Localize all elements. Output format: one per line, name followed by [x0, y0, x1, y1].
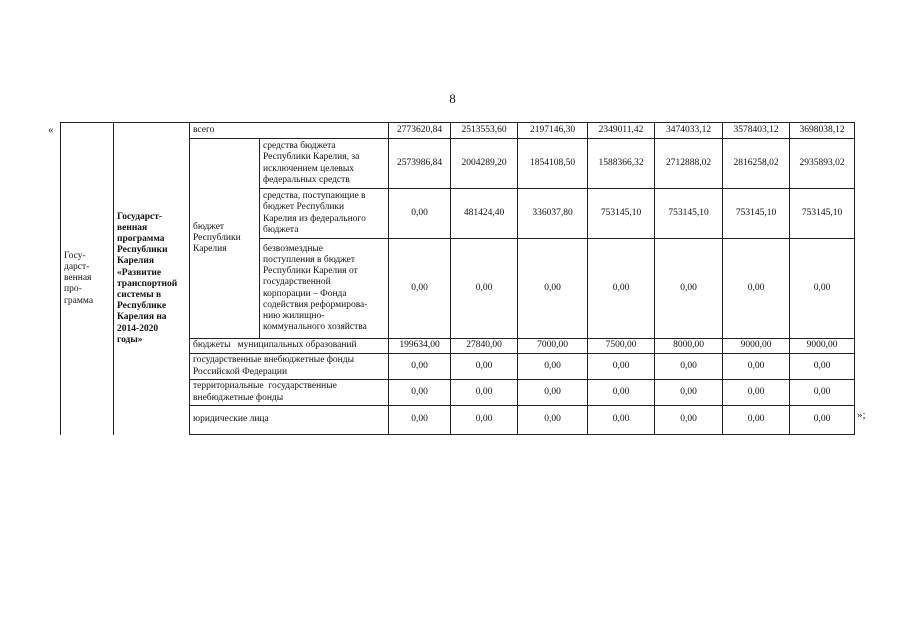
value-cell: 9000,00	[723, 339, 790, 354]
program-status-line: про-	[64, 284, 82, 295]
value-cell: 3698038,12	[790, 123, 855, 139]
label-line: Российской Федерации	[193, 366, 288, 377]
label-line: исключением целевых	[263, 163, 355, 174]
label-line: корпорации – Фонда	[263, 288, 347, 299]
regional-budget-label-line: бюджет	[193, 221, 225, 232]
page-number: 8	[449, 91, 456, 106]
funding-table	[60, 122, 855, 435]
value-cell: 2712888,02	[655, 139, 723, 189]
label-line: территориальные государственные	[193, 381, 337, 392]
value-cell: 0,00	[518, 380, 588, 406]
regional-budget-label-line: Карелия	[193, 244, 227, 255]
label-line: безвозмездные	[263, 243, 324, 254]
label-line: поступления в бюджет	[263, 254, 355, 265]
program-name-line: 2014-2020	[117, 323, 159, 334]
value-cell: 753145,10	[655, 189, 723, 239]
value-cell: 0,00	[588, 380, 655, 406]
value-cell: 0,00	[790, 380, 855, 406]
value-cell: 753145,10	[790, 189, 855, 239]
closing-quote-mark: »;	[857, 409, 866, 421]
regional-budget-label-line: Республики	[193, 232, 241, 243]
value-cell: 0,00	[451, 406, 518, 435]
program-status-line: дарст-	[64, 261, 90, 272]
program-status-line: грамма	[64, 295, 94, 306]
row-label-legal-entities: юридические лица	[190, 406, 389, 435]
value-cell: 2935893,02	[790, 139, 855, 189]
row-label-regional-budget	[190, 139, 260, 339]
label-line: содействия реформирова-	[263, 299, 368, 310]
value-cell: 0,00	[518, 239, 588, 339]
value-cell: 0,00	[655, 354, 723, 380]
value-cell: 2816258,02	[723, 139, 790, 189]
program-name-line: Республики	[117, 245, 168, 256]
program-status-cell	[61, 123, 114, 435]
value-cell: 0,00	[389, 189, 451, 239]
program-status-line: венная	[64, 273, 92, 284]
value-cell: 2573986,84	[389, 139, 451, 189]
value-cell: 753145,10	[588, 189, 655, 239]
program-name-line: венная	[117, 222, 148, 233]
program-name-line: транспортной	[117, 278, 178, 289]
value-cell: 336037,80	[518, 189, 588, 239]
value-cell: 27840,00	[451, 339, 518, 354]
label-line: государственные внебюджетные фонды	[193, 355, 354, 366]
value-cell: 1854108,50	[518, 139, 588, 189]
opening-quote-mark: «	[48, 124, 54, 136]
value-cell: 2349011,42	[588, 123, 655, 139]
value-cell: 1588366,32	[588, 139, 655, 189]
value-cell: 0,00	[655, 239, 723, 339]
row-label-state-offbudget	[190, 354, 389, 380]
value-cell: 8000,00	[655, 339, 723, 354]
value-cell: 0,00	[588, 406, 655, 435]
value-cell: 0,00	[389, 354, 451, 380]
label-line: средства, поступающие в	[263, 191, 366, 202]
program-status-line: Госу-	[64, 250, 86, 261]
value-cell: 0,00	[451, 239, 518, 339]
value-cell: 0,00	[655, 380, 723, 406]
value-cell: 3474033,12	[655, 123, 723, 139]
value-cell: 7000,00	[518, 339, 588, 354]
value-cell: 2513553,60	[451, 123, 518, 139]
row-label-regional-own-funds	[260, 139, 389, 189]
label-line: бюджета	[263, 224, 299, 235]
program-name-line: программа	[117, 233, 165, 244]
label-line: Карелия из федерального	[263, 213, 366, 224]
value-cell: 2197146,30	[518, 123, 588, 139]
value-cell: 0,00	[389, 239, 451, 339]
value-cell: 0,00	[451, 354, 518, 380]
value-cell: 753145,10	[723, 189, 790, 239]
table-row-total	[61, 123, 855, 139]
label-line: бюджет Республики	[263, 202, 345, 213]
program-name-cell	[114, 123, 190, 435]
value-cell: 0,00	[723, 406, 790, 435]
program-name-line: Карелия	[117, 256, 154, 267]
value-cell: 0,00	[389, 406, 451, 435]
row-label-housing-fund	[260, 239, 389, 339]
program-name-line: годы»	[117, 334, 143, 345]
value-cell: 0,00	[588, 239, 655, 339]
label-line: внебюджетные фонды	[193, 392, 284, 403]
value-cell: 7500,00	[588, 339, 655, 354]
value-cell: 0,00	[723, 239, 790, 339]
value-cell: 0,00	[451, 380, 518, 406]
program-name-line: системы в	[117, 289, 162, 300]
value-cell: 0,00	[655, 406, 723, 435]
value-cell: 0,00	[518, 406, 588, 435]
label-line: коммунального хозяйства	[263, 322, 367, 333]
value-cell: 199634,00	[389, 339, 451, 354]
value-cell: 9000,00	[790, 339, 855, 354]
value-cell: 0,00	[723, 380, 790, 406]
value-cell: 2773620,84	[389, 123, 451, 139]
label-line: средства бюджета	[263, 141, 336, 152]
program-name-line: «Развитие	[117, 267, 162, 278]
row-label-total: всего	[190, 123, 389, 139]
value-cell: 0,00	[518, 354, 588, 380]
row-label-municipal: бюджеты муниципальных образований	[190, 339, 389, 354]
row-label-federal-transfers	[260, 189, 389, 239]
label-line: государственной	[263, 277, 331, 288]
value-cell: 0,00	[389, 380, 451, 406]
value-cell: 481424,40	[451, 189, 518, 239]
value-cell: 0,00	[588, 354, 655, 380]
value-cell: 3578403,12	[723, 123, 790, 139]
value-cell: 0,00	[723, 354, 790, 380]
label-line: федеральных средств	[263, 174, 350, 185]
row-label-territorial-offbudget	[190, 380, 389, 406]
program-name-line: Республике	[117, 301, 167, 312]
label-line: нию жилищно-	[263, 310, 325, 321]
program-name-line: Государст-	[117, 211, 163, 222]
value-cell: 0,00	[790, 354, 855, 380]
program-name-line: Карелия на	[117, 312, 167, 323]
value-cell: 2004289,20	[451, 139, 518, 189]
value-cell: 0,00	[790, 239, 855, 339]
label-line: Республики Карелия, за	[263, 152, 360, 163]
label-line: Республики Карелия от	[263, 266, 358, 277]
value-cell: 0,00	[790, 406, 855, 435]
